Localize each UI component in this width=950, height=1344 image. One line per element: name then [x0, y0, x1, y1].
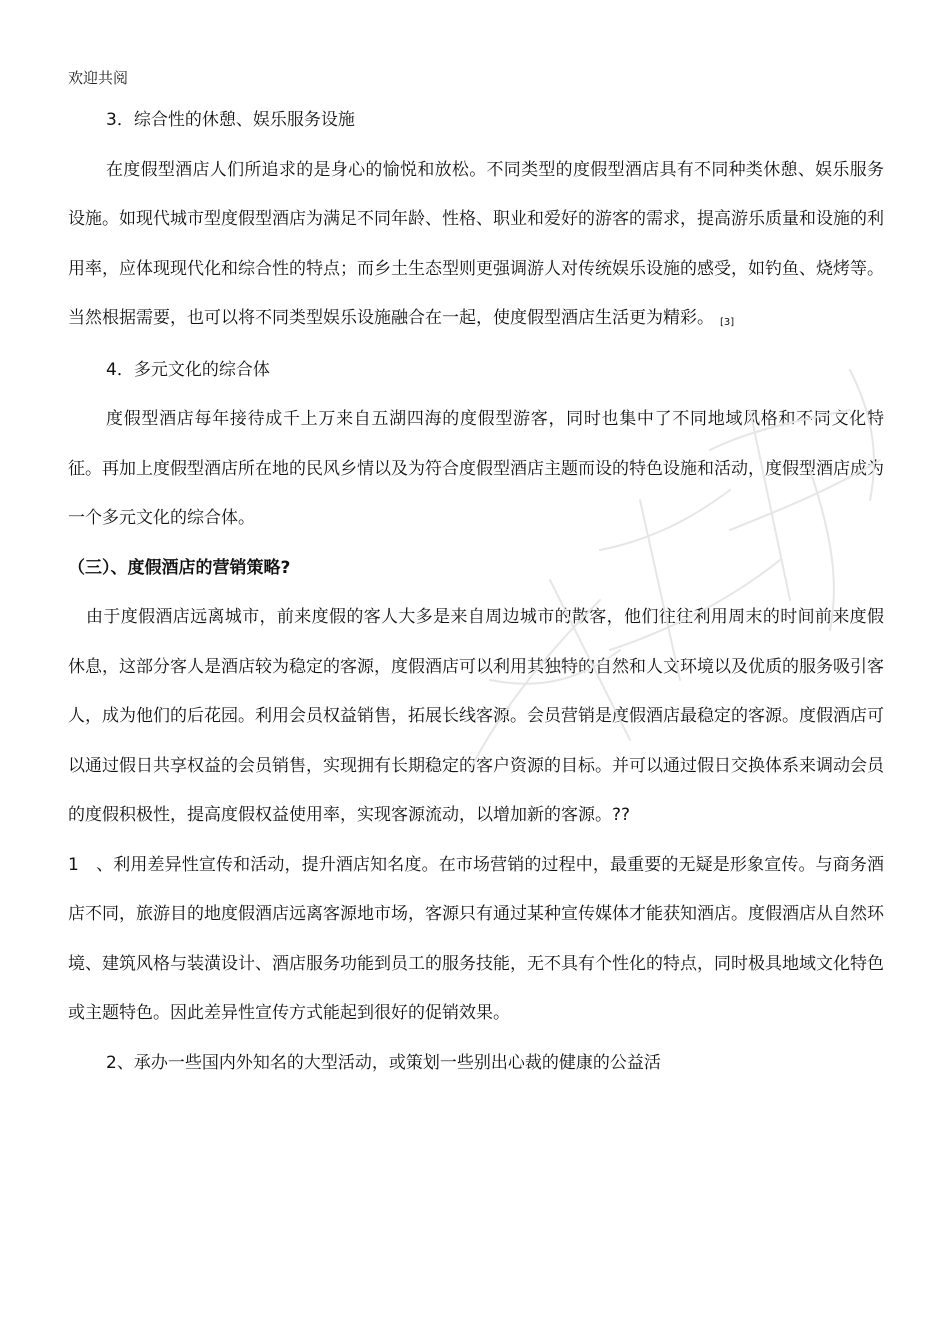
reference-citation[interactable]: [3] [720, 317, 735, 328]
page-header: 欢迎共阅 [68, 69, 129, 87]
paragraph-differentiated-promotion: 1 、利用差异性宣传和活动，提升酒店知名度。在市场营销的过程中，最重要的无疑是形象宣传。与商务酒店不同，旅游目的地度假酒店远离客源地市场，客源只有通过某种宣传媒体才能获知酒店。度假酒店从自然环境、建筑风格与装潢设计、酒店服务功能到员工的服务技能，无不具有个性化的特点，同时极具地域文化特色或主题特色。因此差异性宣传方式能起到很好的促销效果。 [68, 854, 884, 1023]
paragraph-text: 在度假型酒店人们所追求的是身心的愉悦和放松。不同类型的度假型酒店具有不同种类休憩、娱乐服务设施。如现代城市型度假型酒店为满足不同年龄、性格、职业和爱好的游客的需求，提高游乐质量和设施的利用率，应体现现代化和综合性的特点；而乡土生态型则更强调游人对传统娱乐设施的感受，如钓鱼、烧烤等。当然根据需要，也可以将不同类型娱乐设施融合在一起，使度假型酒店生活更为精彩。 [68, 159, 884, 328]
paragraph-host-events: 2、承办一些国内外知名的大型活动，或策划一些别出心裁的健康的公益活 [106, 1052, 661, 1073]
paragraph-multicultural: 度假型酒店每年接待成千上万来自五湖四海的度假型游客，同时也集中了不同地域风格和不同文化特征。再加上度假型酒店所在地的民风乡情以及为符合度假型酒店主题而设的特色设施和活动，度假型酒店成为一个多元文化的综合体。 [68, 409, 884, 528]
subheading-multicultural: 4．多元文化的综合体 [106, 359, 270, 380]
section-heading-marketing: （三）、度假酒店的营销策略? [68, 557, 291, 578]
paragraph-marketing-intro: 由于度假酒店远离城市，前来度假的客人大多是来自周边城市的散客，他们往往利用周末的时间前来度假休息，这部分客人是酒店较为稳定的客源，度假酒店可以利用其独特的自然和人文环境以及优质的服务吸引客人，成为他们的后花园。利用会员权益销售，拓展长线客源。会员营销是度假酒店最稳定的客源。度假酒店可以通过假日共享权益的会员销售，实现拥有长期稳定的客户资源的目标。并可以通过假日交换体系来调动会员的度假积极性，提高度假权益使用率，实现客源流动，以增加新的客源。?? [68, 607, 884, 825]
subheading-leisure-facilities: 3．综合性的休憩、娱乐服务设施 [106, 110, 355, 130]
document-body [68, 96, 884, 1088]
paragraph-leisure-facilities [68, 146, 884, 346]
